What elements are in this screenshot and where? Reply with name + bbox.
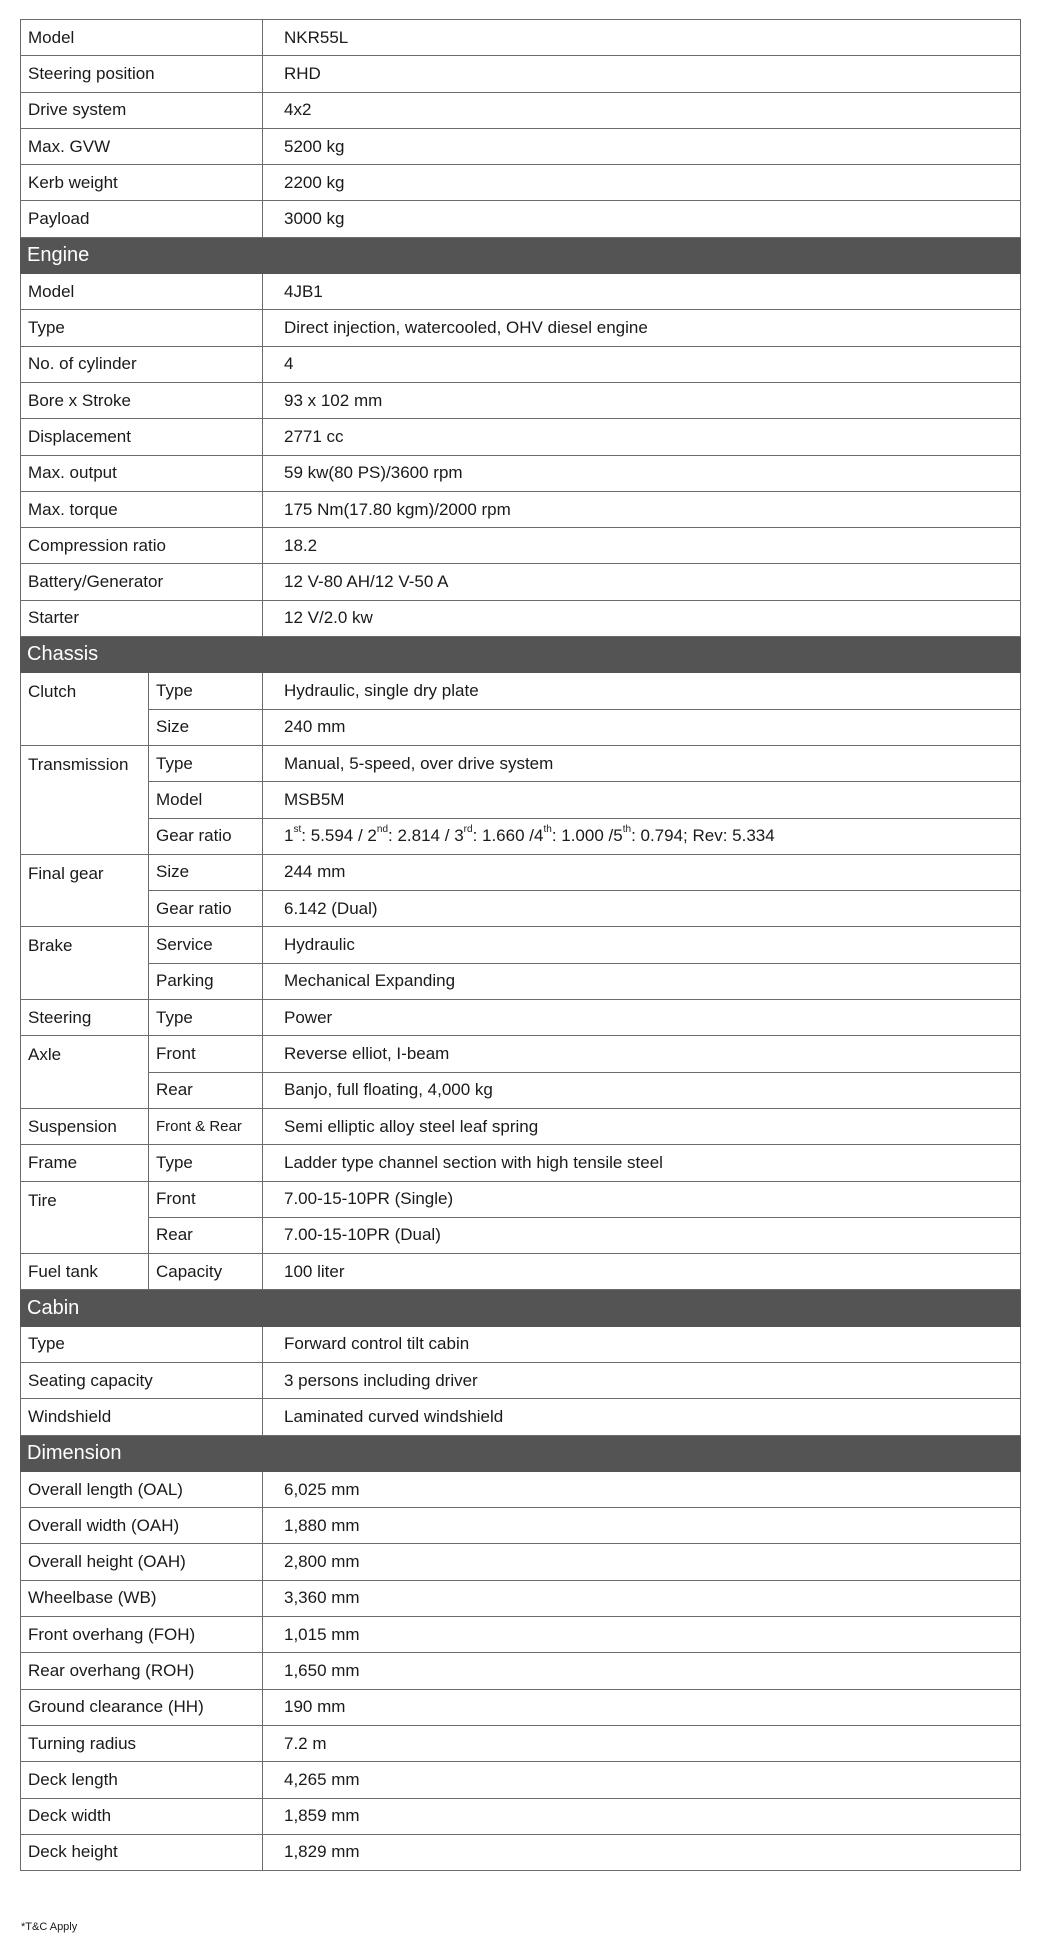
sub-label: Parking xyxy=(149,963,263,999)
section-header-engine xyxy=(21,237,1021,273)
spec-label: Front overhang (FOH) xyxy=(21,1617,263,1653)
spec-value: 93 x 102 mm xyxy=(263,382,1021,418)
spec-label: Ground clearance (HH) xyxy=(21,1689,263,1725)
spec-row xyxy=(21,1254,1021,1290)
spec-value: 1,880 mm xyxy=(263,1508,1021,1544)
spec-value: 1,650 mm xyxy=(263,1653,1021,1689)
spec-label: Wheelbase (WB) xyxy=(21,1580,263,1616)
section-title: Chassis xyxy=(21,637,1021,673)
spec-row xyxy=(21,1399,1021,1435)
spec-value: 3 persons including driver xyxy=(263,1362,1021,1398)
section-title: Dimension xyxy=(21,1435,1021,1471)
spec-label: Max. torque xyxy=(21,491,263,527)
spec-label: Deck length xyxy=(21,1762,263,1798)
sub-label: Type xyxy=(149,745,263,781)
spec-label: Overall height (OAH) xyxy=(21,1544,263,1580)
gear-3-suffix: rd xyxy=(463,824,473,836)
spec-value: 4,265 mm xyxy=(263,1762,1021,1798)
spec-row xyxy=(21,709,1021,745)
spec-value: Hydraulic xyxy=(263,927,1021,963)
spec-row xyxy=(21,1108,1021,1144)
sub-label: Service xyxy=(149,927,263,963)
spec-row xyxy=(21,419,1021,455)
spec-label: Displacement xyxy=(21,419,263,455)
spec-value: 12 V-80 AH/12 V-50 A xyxy=(263,564,1021,600)
spec-value: 190 mm xyxy=(263,1689,1021,1725)
spec-value: 2200 kg xyxy=(263,165,1021,201)
spec-value: RHD xyxy=(263,56,1021,92)
spec-row xyxy=(21,310,1021,346)
spec-label: Drive system xyxy=(21,92,263,128)
spec-row xyxy=(21,1653,1021,1689)
section-header-cabin xyxy=(21,1290,1021,1326)
spec-row xyxy=(21,1508,1021,1544)
spec-label: Max. GVW xyxy=(21,128,263,164)
sub-label: Type xyxy=(149,673,263,709)
spec-label: Model xyxy=(21,20,263,56)
spec-value: Semi elliptic alloy steel leaf spring xyxy=(263,1108,1021,1144)
sub-label: Front xyxy=(149,1036,263,1072)
spec-table xyxy=(20,19,1021,1871)
spec-value: Power xyxy=(263,1000,1021,1036)
group-label-frame: Frame xyxy=(21,1145,149,1181)
gear-5-suffix: th xyxy=(622,824,632,836)
spec-value: 12 V/2.0 kw xyxy=(263,600,1021,636)
sub-label: Gear ratio xyxy=(149,818,263,854)
spec-row xyxy=(21,600,1021,636)
spec-value: 1,859 mm xyxy=(263,1798,1021,1834)
spec-value: 6,025 mm xyxy=(263,1471,1021,1507)
sub-label: Type xyxy=(149,1000,263,1036)
spec-row xyxy=(21,1798,1021,1834)
spec-row xyxy=(21,1145,1021,1181)
group-label-axle: Axle xyxy=(21,1036,149,1109)
group-label-suspension: Suspension xyxy=(21,1108,149,1144)
spec-value: 3,360 mm xyxy=(263,1580,1021,1616)
spec-value: Laminated curved windshield xyxy=(263,1399,1021,1435)
spec-row xyxy=(21,1725,1021,1761)
spec-label: Overall length (OAL) xyxy=(21,1471,263,1507)
spec-label: Steering position xyxy=(21,56,263,92)
sub-label: Type xyxy=(149,1145,263,1181)
sub-label: Model xyxy=(149,782,263,818)
spec-row xyxy=(21,891,1021,927)
spec-row xyxy=(21,128,1021,164)
spec-row xyxy=(21,274,1021,310)
footnote: *T&C Apply xyxy=(21,1921,78,1933)
spec-label: Compression ratio xyxy=(21,528,263,564)
spec-label: Windshield xyxy=(21,1399,263,1435)
spec-value: Manual, 5-speed, over drive system xyxy=(263,745,1021,781)
spec-value: Reverse elliot, I-beam xyxy=(263,1036,1021,1072)
spec-value: 100 liter xyxy=(263,1254,1021,1290)
spec-row xyxy=(21,92,1021,128)
section-title: Engine xyxy=(21,237,1021,273)
spec-row xyxy=(21,1000,1021,1036)
sub-label: Front xyxy=(149,1181,263,1217)
spec-row xyxy=(21,1834,1021,1870)
group-label-fuel-tank: Fuel tank xyxy=(21,1254,149,1290)
spec-label: Deck width xyxy=(21,1798,263,1834)
spec-label: Deck height xyxy=(21,1834,263,1870)
spec-value: 4JB1 xyxy=(263,274,1021,310)
spec-value: 175 Nm(17.80 kgm)/2000 rpm xyxy=(263,491,1021,527)
spec-value: 240 mm xyxy=(263,709,1021,745)
spec-value: 18.2 xyxy=(263,528,1021,564)
spec-value: Mechanical Expanding xyxy=(263,963,1021,999)
spec-label: No. of cylinder xyxy=(21,346,263,382)
spec-row xyxy=(21,1762,1021,1798)
spec-row xyxy=(21,382,1021,418)
spec-row xyxy=(21,1326,1021,1362)
sub-label: Size xyxy=(149,854,263,890)
spec-value: 7.00-15-10PR (Dual) xyxy=(263,1217,1021,1253)
spec-row xyxy=(21,1544,1021,1580)
spec-value: 1,015 mm xyxy=(263,1617,1021,1653)
gear-5: 5 xyxy=(613,826,623,846)
spec-row xyxy=(21,346,1021,382)
spec-label: Kerb weight xyxy=(21,165,263,201)
sub-label: Gear ratio xyxy=(149,891,263,927)
spec-value: 3000 kg xyxy=(263,201,1021,237)
spec-value: Forward control tilt cabin xyxy=(263,1326,1021,1362)
section-header-dimension xyxy=(21,1435,1021,1471)
spec-row xyxy=(21,782,1021,818)
spec-value: 2771 cc xyxy=(263,419,1021,455)
gear-1: 1 xyxy=(284,826,294,846)
spec-value: NKR55L xyxy=(263,20,1021,56)
spec-label: Type xyxy=(21,1326,263,1362)
spec-row xyxy=(21,1362,1021,1398)
gear-3: 3 xyxy=(454,826,464,846)
sub-label: Rear xyxy=(149,1072,263,1108)
spec-label: Turning radius xyxy=(21,1725,263,1761)
spec-row xyxy=(21,165,1021,201)
sub-label: Front & Rear xyxy=(149,1108,263,1144)
spec-value: 4x2 xyxy=(263,92,1021,128)
spec-row xyxy=(21,491,1021,527)
spec-value: 59 kw(80 PS)/3600 rpm xyxy=(263,455,1021,491)
sub-label: Rear xyxy=(149,1217,263,1253)
section-title: Cabin xyxy=(21,1290,1021,1326)
spec-label: Max. output xyxy=(21,455,263,491)
group-label-clutch: Clutch xyxy=(21,673,149,746)
gear-1-suffix: st xyxy=(293,824,302,836)
group-label-brake: Brake xyxy=(21,927,149,1000)
group-label-tire: Tire xyxy=(21,1181,149,1254)
spec-row xyxy=(21,745,1021,781)
spec-value: Banjo, full floating, 4,000 kg xyxy=(263,1072,1021,1108)
spec-row xyxy=(21,455,1021,491)
spec-row xyxy=(21,56,1021,92)
spec-row xyxy=(21,673,1021,709)
spec-label: Seating capacity xyxy=(21,1362,263,1398)
spec-row xyxy=(21,854,1021,890)
gear-1-ratio: : 5.594 / xyxy=(301,826,368,846)
spec-row xyxy=(21,1181,1021,1217)
group-label-transmission: Transmission xyxy=(21,745,149,854)
spec-value: Hydraulic, single dry plate xyxy=(263,673,1021,709)
spec-label: Bore x Stroke xyxy=(21,382,263,418)
sub-label: Capacity xyxy=(149,1254,263,1290)
gear-5-ratio: : 0.794; Rev: 5.334 xyxy=(631,826,775,846)
spec-row xyxy=(21,528,1021,564)
spec-row xyxy=(21,1072,1021,1108)
spec-row xyxy=(21,818,1021,854)
section-header-chassis xyxy=(21,637,1021,673)
spec-label: Starter xyxy=(21,600,263,636)
spec-row xyxy=(21,201,1021,237)
spec-row xyxy=(21,1580,1021,1616)
gear-4: 4 xyxy=(534,826,544,846)
spec-value: 7.2 m xyxy=(263,1725,1021,1761)
spec-value: MSB5M xyxy=(263,782,1021,818)
spec-value: 1,829 mm xyxy=(263,1834,1021,1870)
spec-label: Type xyxy=(21,310,263,346)
spec-label: Rear overhang (ROH) xyxy=(21,1653,263,1689)
spec-value: 244 mm xyxy=(263,854,1021,890)
gear-2-suffix: nd xyxy=(376,824,389,836)
group-label-final-gear: Final gear xyxy=(21,854,149,927)
gear-4-ratio: : 1.000 / xyxy=(551,826,614,846)
spec-row xyxy=(21,1471,1021,1507)
spec-value: 6.142 (Dual) xyxy=(263,891,1021,927)
gear-4-suffix: th xyxy=(543,824,552,836)
group-label-steering: Steering xyxy=(21,1000,149,1036)
spec-label: Battery/Generator xyxy=(21,564,263,600)
spec-value: 5200 kg xyxy=(263,128,1021,164)
spec-row xyxy=(21,20,1021,56)
gear-ratio-value xyxy=(263,818,1021,854)
spec-row xyxy=(21,1217,1021,1253)
spec-label: Model xyxy=(21,274,263,310)
spec-row xyxy=(21,1617,1021,1653)
gear-2-ratio: : 2.814 / xyxy=(388,826,455,846)
spec-value: 2,800 mm xyxy=(263,1544,1021,1580)
spec-row xyxy=(21,927,1021,963)
spec-row xyxy=(21,564,1021,600)
spec-row xyxy=(21,1689,1021,1725)
spec-value: Ladder type channel section with high tensile steel xyxy=(263,1145,1021,1181)
spec-row xyxy=(21,1036,1021,1072)
spec-label: Overall width (OAH) xyxy=(21,1508,263,1544)
spec-value: 4 xyxy=(263,346,1021,382)
gear-2: 2 xyxy=(367,826,377,846)
sub-label: Size xyxy=(149,709,263,745)
spec-value: 7.00-15-10PR (Single) xyxy=(263,1181,1021,1217)
gear-3-ratio: : 1.660 / xyxy=(472,826,534,846)
spec-value: Direct injection, watercooled, OHV diesel engine xyxy=(263,310,1021,346)
spec-row xyxy=(21,963,1021,999)
spec-label: Payload xyxy=(21,201,263,237)
